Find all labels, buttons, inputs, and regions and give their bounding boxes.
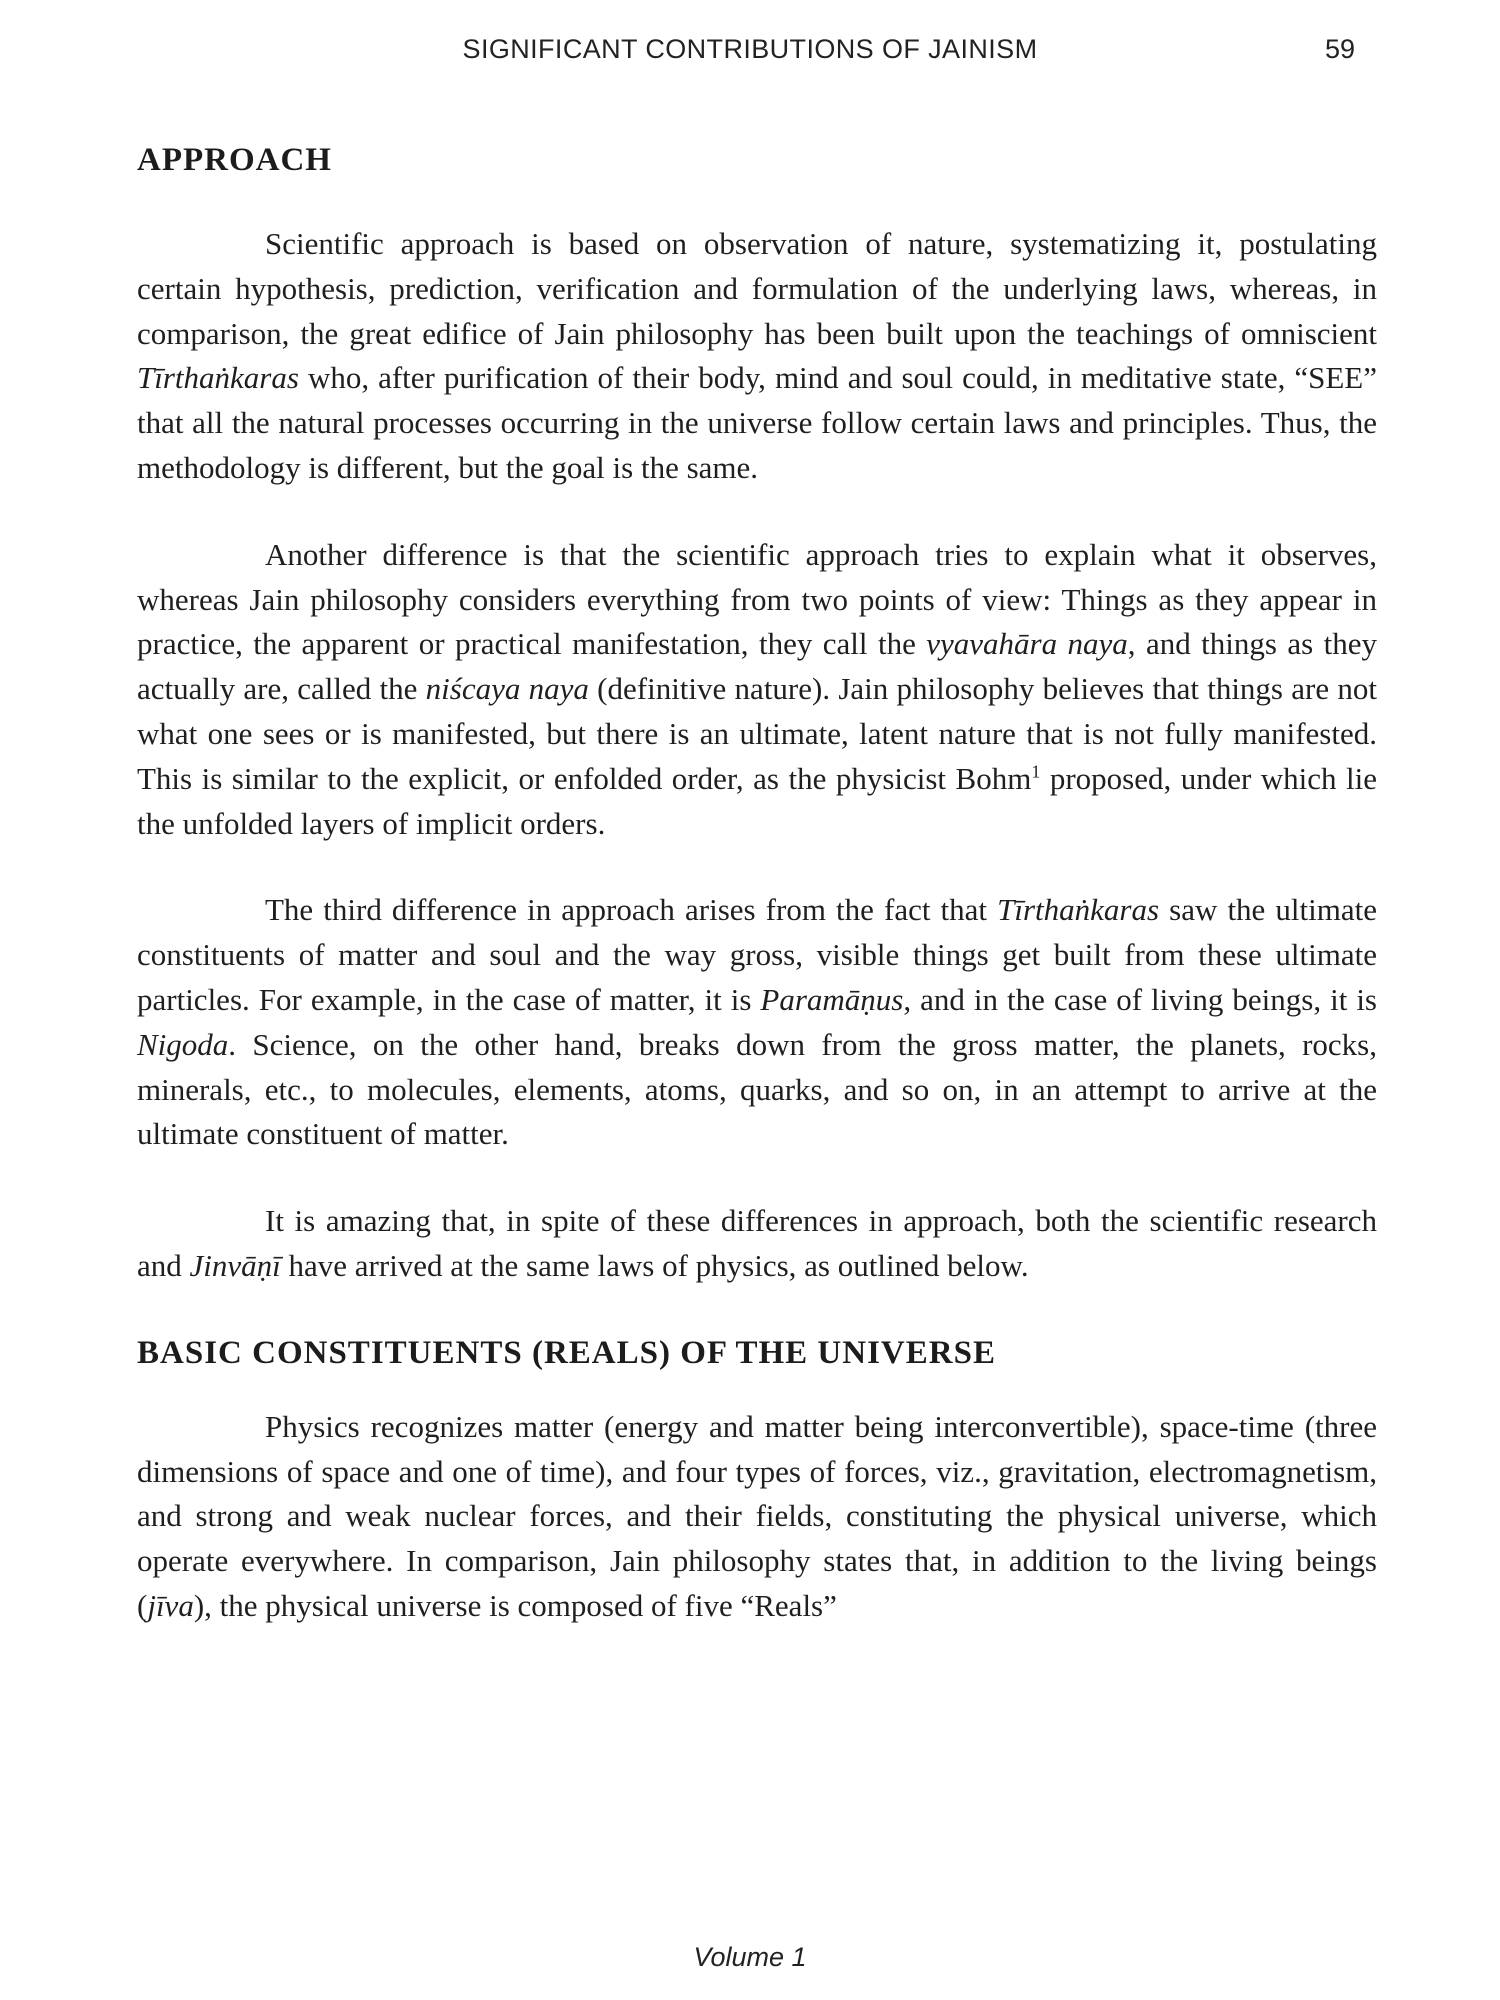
term-niscaya-naya: niścaya naya [425,671,589,707]
text-run: It is amazing that, in spite of these differences in approach, both the scientific research and [137,1203,1377,1283]
footer-volume: Volume 1 [693,1942,807,1972]
text-run: who, after purification of their body, mind and soul could, in meditative state, “SEE” that all the natural processes occurring in the universe follow certain laws and principles. Thus, the methodology is different, but the goal is the same. [137,360,1377,485]
term-tirthankaras: Tīrthaṅkaras [137,360,299,396]
text-run: Another difference is that the scientific approach tries to explain what it observes, whereas Jain philosophy considers everything from two points of view: Things as they appear in practice, the apparent or practical manifestation, they call the [137,536,1377,662]
term-vyavahara-naya: vyavahāra naya [926,626,1128,662]
term-tirthankaras: Tīrthaṅkaras [997,892,1160,928]
footnote-reference[interactable]: 1 [1031,761,1041,782]
text-run: , and things as they actually are, called the [137,626,1377,707]
section-heading-approach: APPROACH [137,142,332,178]
term-paramanus: Paramāṇus [760,981,904,1017]
text-run: saw the ultimate constituents of matter and soul and the way gross, visible things get built from these ultimate particles. For example, in the case of matter, it is [137,892,1377,1017]
text-run: Physics recognizes matter (energy and matter being interconvertible), space-time (three dimensions of space and one of time), and four types of forces, viz., gravitation, electromagnetism, and strong and weak nuclear forces, and their fields, constituting the physical universe, which operate everywhere. In comparison, Jain philosophy states that, in addition to the living beings ( [137,1408,1377,1623]
text-run: , and in the case of living beings, it is [903,981,1377,1017]
text-run: The third difference in approach arises from the fact that [265,892,998,928]
text-run: . Science, on the other hand, breaks down from the gross matter, the planets, rocks, minerals, etc., to molecules, elements, atoms, quarks, and so on, in an attempt to arrive at the ultimate constituent of matter. [137,1026,1377,1152]
paragraph-approach-3 [137,888,1377,1157]
page-number: 59 [1325,34,1356,64]
running-header-title: SIGNIFICANT CONTRIBUTIONS OF JAINISM [462,34,1038,64]
term-jinvani: Jinvāṇī [189,1247,281,1283]
term-jiva: jīva [147,1587,194,1623]
body-text [137,138,1377,1629]
paragraph-approach-4 [137,1199,1377,1289]
section-heading-basic-constituents: BASIC CONSTITUENTS (REALS) OF THE UNIVERSE [137,1334,996,1371]
term-nigoda: Nigoda [137,1026,229,1062]
text-run: have arrived at the same laws of physics, as outlined below. [280,1247,1029,1283]
paragraph-approach-2 [137,533,1377,847]
paragraph-approach-1 [137,222,1377,491]
text-run: ), the physical universe is composed of five “Reals” [193,1587,837,1623]
paragraph-basic-constituents-1 [137,1405,1377,1629]
text-run: (definitive nature). Jain philosophy believes that things are not what one sees or is manifested, but there is an ultimate, latent nature that is not fully manifested. This is similar to the explicit, or enfolded order, as the physicist Bohm [137,671,1377,796]
text-run: Scientific approach is based on observation of nature, systematizing it, postulating certain hypothesis, prediction, verification and formulation of the underlying laws, whereas, in comparison, the great edifice of Jain philosophy has been built upon the teachings of omniscient [137,226,1377,351]
text-run: proposed, under which lie the unfolded layers of implicit orders. [137,760,1377,841]
